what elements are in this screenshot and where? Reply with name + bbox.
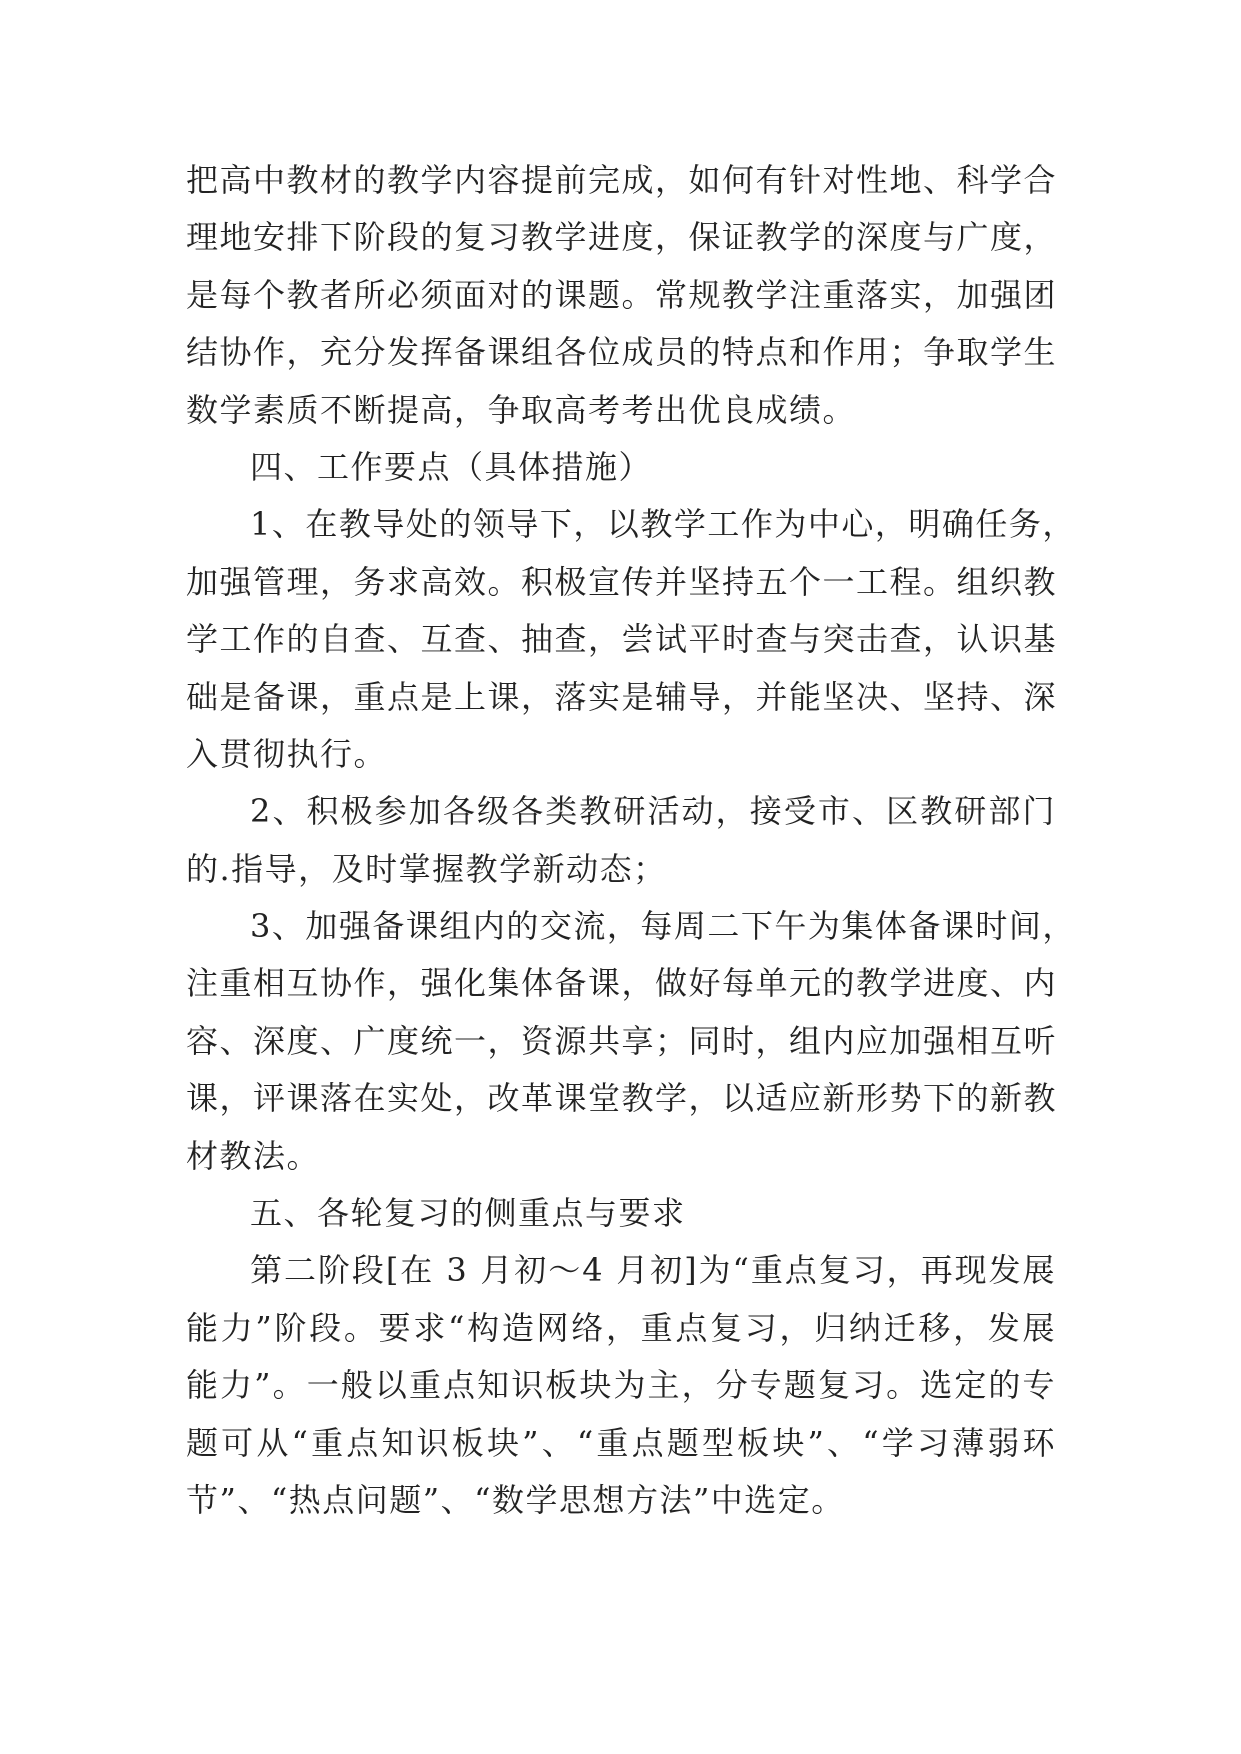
- text-line: 1、在教导处的领导下，以教学工作为中心，明确任务，: [250, 505, 1076, 544]
- text-line: 结协作，充分发挥备课组各位成员的特点和作用；争取学生: [186, 333, 1058, 372]
- document-body: [186, 152, 1076, 1529]
- text-line: 入贯彻执行。: [186, 734, 388, 773]
- text-line: 第二阶段[在 3 月初～4 月初]为“重点复习，再现发展: [250, 1251, 1056, 1290]
- text-line: 注重相互协作，强化集体备课，做好每单元的教学进度、内: [186, 964, 1058, 1003]
- text-line: 的.指导，及时掌握教学新动态；: [186, 849, 667, 888]
- text-line: 加强管理，务求高效。积极宣传并坚持五个一工程。组织教: [186, 562, 1058, 601]
- section-heading: 四、工作要点（具体措施）: [250, 447, 653, 486]
- text-line: 理地安排下阶段的复习教学进度，保证教学的深度与广度，: [186, 218, 1058, 257]
- text-line: 是每个教者所必须面对的课题。常规教学注重落实，加强团: [186, 275, 1058, 314]
- text-line: 把高中教材的教学内容提前完成，如何有针对性地、科学合: [186, 161, 1058, 199]
- section-heading: 五、各轮复习的侧重点与要求: [250, 1194, 686, 1233]
- text-line: 题可从“重点知识板块”、“重点题型板块”、“学习薄弱环: [186, 1423, 1056, 1462]
- text-line: 容、深度、广度统一，资源共享；同时，组内应加强相互听: [186, 1021, 1058, 1060]
- text-line: 节”、“热点问题”、“数学思想方法”中选定。: [186, 1480, 845, 1519]
- text-line: 数学素质不断提高，争取高考考出优良成绩。: [186, 390, 857, 429]
- text-line: 础是备课，重点是上课，落实是辅导，并能坚决、坚持、深: [186, 677, 1058, 716]
- text-line: 3、加强备课组内的交流，每周二下午为集体备课时间，: [250, 907, 1076, 946]
- text-line: 学工作的自查、互查、抽查，尝试平时查与突击查，认识基: [186, 620, 1058, 659]
- text-line: 课，评课落在实处，改革课堂教学，以适应新形势下的新教: [186, 1079, 1058, 1118]
- text-line: 2、积极参加各级各类教研活动，接受市、区教研部门: [250, 792, 1056, 831]
- text-line: 能力”。一般以重点知识板块为主，分专题复习。选定的专: [186, 1366, 1056, 1405]
- text-line: 材教法。: [186, 1136, 321, 1175]
- text-line: 能力”阶段。要求“构造网络，重点复习，归纳迁移，发展: [186, 1308, 1056, 1347]
